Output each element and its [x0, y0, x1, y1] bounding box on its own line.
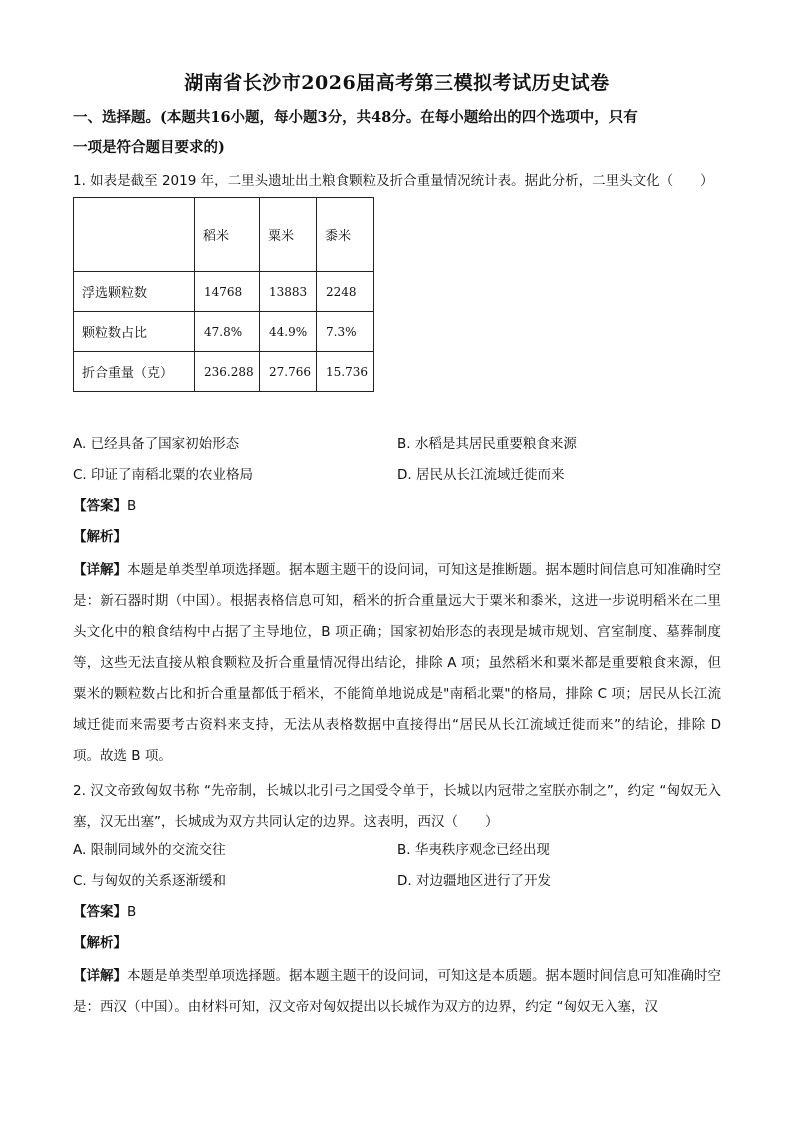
section-heading-line1: 一、选择题。(本题共16小题，每小题3分，共48分。在每小题给出的四个选项中，只有	[73, 109, 638, 126]
q2-analysis-label	[73, 933, 723, 953]
table-header-cell: 稻米	[195, 198, 260, 272]
table-cell: 13883	[260, 272, 317, 312]
q1-detail	[73, 555, 721, 772]
q1-grain-table	[73, 197, 374, 392]
table-cell: 14768	[195, 272, 260, 312]
q2-answer	[73, 902, 723, 922]
answer-value: B	[127, 904, 137, 920]
table-row	[74, 352, 374, 392]
analysis-label: 【解析】	[73, 529, 127, 545]
table-cell: 颗粒数占比	[74, 312, 195, 352]
table-cell: 2248	[317, 272, 374, 312]
table-cell: 15.736	[317, 352, 374, 392]
table-row	[74, 312, 374, 352]
table-header-cell	[74, 198, 195, 272]
q2-detail	[73, 961, 721, 1023]
answer-label: 【答案】	[73, 498, 127, 514]
q2-stem: 2. 汉文帝致匈奴书称 “先帝制，长城以北引弓之国受令单于，长城以内冠带之室朕亦制之”，约定 “匈奴无入塞，汉无出塞”，长城成为双方共同认定的边界。这表明，西汉（ ）	[73, 783, 721, 830]
table-cell: 27.766	[260, 352, 317, 392]
q1-option-d: D. 居民从长江流域迁徙而来	[397, 467, 565, 483]
q1-option-b: B. 水稻是其居民重要粮食来源	[397, 436, 577, 452]
table-cell: 47.8%	[195, 312, 260, 352]
detail-label: 【详解】	[73, 968, 127, 984]
page-title: 湖南省长沙市2026届高考第三模拟考试历史试卷	[184, 72, 610, 94]
detail-text: 本题是单类型单项选择题。据本题主题干的设问词，可知这是本质题。据本题时间信息可知准确时空是：西汉（中国）。由材料可知，汉文帝对匈奴提出以长城作为双方的边界，约定 “匈奴无入塞，汉	[73, 968, 721, 1015]
q1-option-c: C. 印证了南稻北粟的农业格局	[73, 467, 254, 483]
table-header-row	[74, 198, 374, 272]
q2-option-c: C. 与匈奴的关系逐渐缓和	[73, 873, 227, 889]
table-cell: 7.3%	[317, 312, 374, 352]
table-cell: 折合重量（克）	[74, 352, 195, 392]
q1-stem: 1. 如表是截至 2019 年，二里头遗址出土粮食颗粒及折合重量情况统计表。据此分析，二里头文化（ ）	[73, 173, 714, 189]
answer-value: B	[127, 498, 137, 514]
table-header-cell: 粟米	[260, 198, 317, 272]
detail-text: 本题是单类型单项选择题。据本题主题干的设问词，可知这是推断题。据本题时间信息可知准确时空是：新石器时期（中国）。根据表格信息可知，稻米的折合重量远大于粟米和黍米，这进一步说明稻米在二里头文化中的粮食结构中占据了主导地位，B 项正确；国家初始形态的表现是城市规划、宫室制度、墓葬制度等，这些无法直接从粮食颗粒及折合重量情况得出结论，排除 A 项；虽然稻米和粟米都是重要粮食来源，但粟米的颗粒数占比和折合重量都低于稻米，不能简单地说成是"南稻北粟"的格局，排除 C 项；居民从长江流域迁徙而来需要考古资料来支持，无法从表格数据中直接得出“居民从长江流域迁徙而来”的结论，排除 D 项。故选 B 项。	[73, 562, 721, 764]
table-cell: 236.288	[195, 352, 260, 392]
table-cell: 浮选颗粒数	[74, 272, 195, 312]
table-cell: 44.9%	[260, 312, 317, 352]
analysis-label: 【解析】	[73, 935, 127, 951]
detail-label: 【详解】	[73, 562, 127, 578]
table-header-cell: 黍米	[317, 198, 374, 272]
q1-option-a: A. 已经具备了国家初始形态	[73, 436, 240, 452]
table-row	[74, 272, 374, 312]
section-heading-line2: 一项是符合题目要求的)	[73, 139, 225, 156]
q2-option-b: B. 华夷秩序观念已经出现	[397, 842, 550, 858]
q1-analysis-label	[73, 527, 723, 547]
answer-label: 【答案】	[73, 904, 127, 920]
q2-option-d: D. 对边疆地区进行了开发	[397, 873, 551, 889]
q2-option-a: A. 限制同域外的交流交往	[73, 842, 226, 858]
q1-answer	[73, 496, 723, 516]
